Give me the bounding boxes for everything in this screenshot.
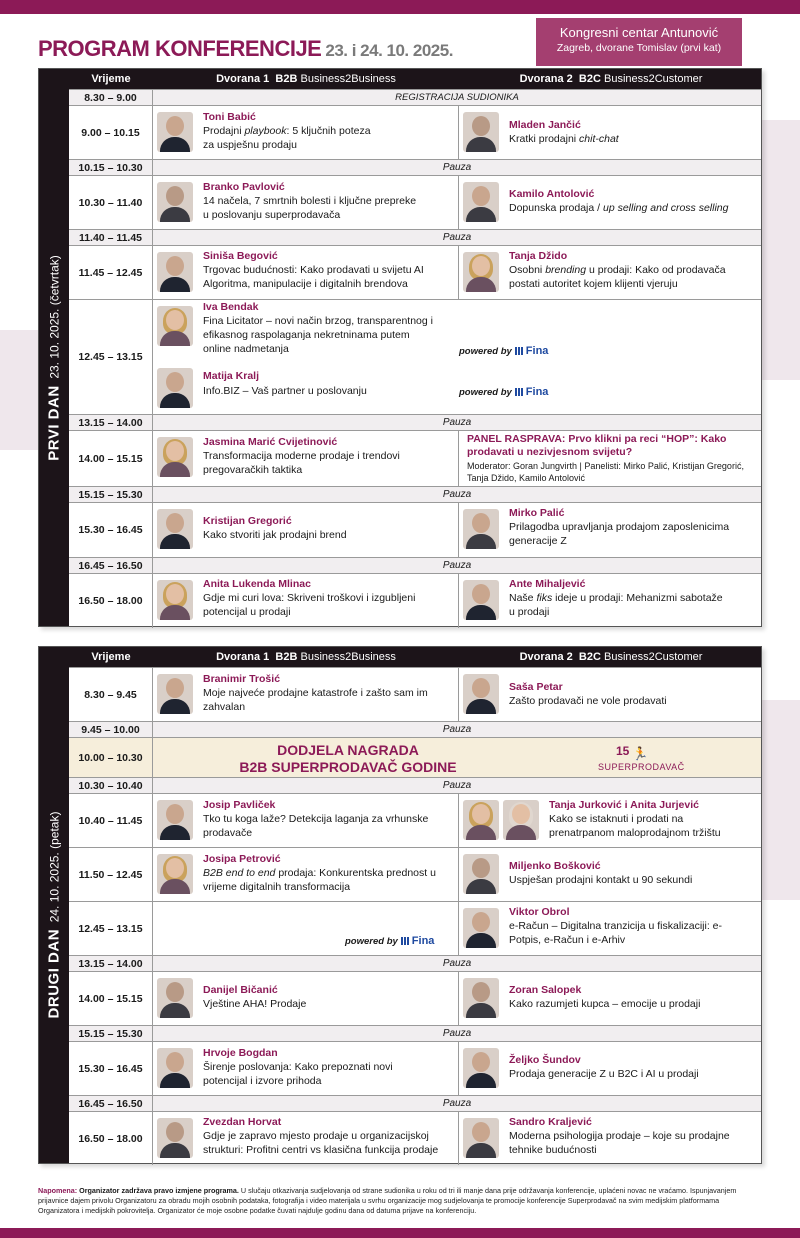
speaker-photo	[463, 800, 499, 840]
speaker-name: Sandro Kraljević	[509, 1116, 592, 1128]
page-header	[38, 18, 742, 66]
talk-title: Osobni brending u prodaji: Kako od prodavača postati autoritet kojem klijenti vjeruju	[509, 264, 726, 290]
speaker-name: Mladen Jančić	[509, 119, 581, 131]
speaker-photo	[463, 182, 499, 222]
speaker-photo	[157, 306, 193, 346]
speaker-photo	[503, 800, 539, 840]
row-time: 10.15 – 10.30	[69, 160, 153, 175]
talk-title: Kratki prodajni chit-chat	[509, 133, 619, 145]
header-hall1: Dvorana 1 B2B Business2Business	[216, 73, 396, 85]
schedule-row	[69, 667, 761, 721]
speaker-name: Matija Kralj	[203, 370, 260, 382]
pause-row	[69, 486, 761, 502]
row-time: 16.45 – 16.50	[69, 558, 153, 573]
header-hall2: Dvorana 2 B2C Business2Customer	[519, 73, 703, 85]
superprodavac-logo	[594, 744, 684, 774]
row-time: 13.15 – 14.00	[69, 415, 153, 430]
talk-title: Prilagodba upravljanja prodajom zaposlenicima generacije Z	[509, 521, 730, 547]
schedule-row	[69, 1111, 761, 1165]
title-dates: 23. i 24. 10. 2025.	[325, 41, 453, 60]
speaker-name: Mirko Palić	[509, 507, 565, 519]
row-time: 8.30 – 9.00	[69, 90, 153, 105]
schedule-row	[69, 573, 761, 628]
bg-decor-left	[0, 330, 38, 450]
pause-row	[69, 229, 761, 245]
talk-title: Fina Licitator – novi način brzog, transparentnog i efikasnog raspolaganja nekretninama putem online nadmetanja	[203, 315, 433, 355]
speaker-name: Josipa Petrović	[203, 853, 281, 865]
award-line1: DODJELA NAGRADA	[277, 742, 419, 758]
schedule-row	[69, 245, 761, 299]
speaker-name: Danijel Bičanić	[203, 984, 278, 996]
day2-label-date: 24. 10. 2025. (petak)	[47, 811, 62, 923]
row-time: 15.30 – 16.45	[69, 1042, 153, 1095]
speaker-photo	[157, 854, 193, 894]
talk-title: Uspješan prodajni kontakt u 90 sekundi	[509, 874, 693, 886]
header-hall2: Dvorana 2 B2C Business2Customer	[519, 651, 703, 663]
speaker-name: Josip Pavliček	[203, 799, 276, 811]
row-time: 13.15 – 14.00	[69, 956, 153, 971]
header-time: Vrijeme	[91, 73, 131, 85]
panel-participants: Moderator: Goran Jungvirth | Panelisti: Mirko Palić, Kristijan Gregorić, Tanja Džido, Kamilo Antolović	[467, 461, 744, 483]
talk-title: Gdje je zapravo mjesto prodaje u organizacijskoj strukturi: Profitni centri vs klasična funkcija prodaje	[203, 1130, 439, 1156]
schedule-row	[69, 971, 761, 1025]
speaker-photo	[463, 1048, 499, 1088]
venue-location: Zagreb, dvorane Tomislav (prvi kat)	[556, 42, 722, 54]
row-time: 12.45 – 13.15	[69, 300, 153, 414]
talk-title: Info.BIZ – Vaš partner u poslovanju	[203, 385, 367, 397]
top-decor-bar	[0, 0, 800, 14]
pause-row	[69, 1095, 761, 1111]
note-bold: Organizator zadržava pravo izmjene programa.	[79, 1186, 239, 1195]
speaker-name: Hrvoje Bogdan	[203, 1047, 278, 1059]
row-time: 15.15 – 15.30	[69, 1026, 153, 1041]
speaker-photo	[157, 978, 193, 1018]
row-time: 10.30 – 10.40	[69, 778, 153, 793]
venue-name: Kongresni centar Antunović	[559, 25, 719, 40]
speaker-photo	[157, 368, 193, 408]
schedule-row	[69, 847, 761, 901]
speaker-name: Zoran Salopek	[509, 984, 582, 996]
row-time: 9.45 – 10.00	[69, 722, 153, 737]
speaker-name: Tanja Džido	[509, 250, 568, 262]
schedule-row	[69, 175, 761, 229]
schedule-row	[69, 793, 761, 847]
bg-decor-right	[762, 120, 800, 380]
logo-text: SUPERPRODAVAČ	[598, 762, 685, 772]
speaker-photo	[463, 978, 499, 1018]
pause-row	[69, 557, 761, 573]
schedule-row	[69, 299, 761, 414]
speaker-name: Toni Babić	[203, 111, 256, 123]
speaker-name: Branimir Trošić	[203, 673, 281, 685]
bottom-decor-bar	[0, 1228, 800, 1238]
talk-title: Zašto prodavači ne vole prodavati	[509, 695, 667, 707]
speaker-photo	[463, 112, 499, 152]
pause-row	[69, 414, 761, 430]
row-time: 14.00 – 15.15	[69, 972, 153, 1025]
row-time: 10.30 – 11.40	[69, 176, 153, 229]
speaker-name: Jasmina Marić Cvijetinović	[203, 436, 338, 448]
talk-title: Gdje mi curi lova: Skriveni troškovi i izgubljeni potencijal u prodaji	[203, 592, 416, 618]
header-time: Vrijeme	[91, 651, 131, 663]
row-time: 10.00 – 10.30	[69, 738, 153, 777]
speaker-photo	[463, 854, 499, 894]
talk-title: Tko tu koga laže? Detekcija laganja za vrhunske prodavače	[203, 813, 429, 839]
speaker-name: Branko Pavlović	[203, 181, 285, 193]
speaker-name: Ante Mihaljević	[509, 578, 586, 590]
pause-row	[69, 1025, 761, 1041]
talk-title: Trgovac budućnosti: Kako prodavati u svijetu AI Algoritma, manipulacije i digitalnih brendova	[203, 264, 424, 290]
speaker-name: Kamilo Antolović	[509, 188, 595, 200]
talk-title: Kako razumjeti kupca – emocije u prodaji	[509, 998, 701, 1010]
pause-label: Pauza	[442, 417, 472, 428]
page-title	[38, 36, 453, 62]
pause-label: Pauza	[442, 724, 472, 735]
pause-label: Pauza	[442, 1028, 472, 1039]
schedule-row	[69, 430, 761, 486]
title-text: PROGRAM KONFERENCIJE	[38, 36, 322, 61]
speaker-photo	[157, 1048, 193, 1088]
pause-row	[69, 777, 761, 793]
speaker-photo	[463, 580, 499, 620]
row-time: 11.50 – 12.45	[69, 848, 153, 901]
fina-logo-icon	[515, 347, 524, 355]
speaker-name: Tanja Jurković i Anita Jurjević	[549, 799, 699, 811]
award-row	[69, 737, 761, 777]
logo-number: 15	[616, 744, 630, 758]
row-time: 8.30 – 9.45	[69, 668, 153, 721]
speaker-photo	[157, 1118, 193, 1158]
schedule-row	[69, 89, 761, 105]
speaker-name: Željko Šundov	[509, 1054, 581, 1066]
talk-title: e-Račun – Digitalna tranzicija u fiskalizaciji: e-Potpis, e-Račun i e-Arhiv	[509, 920, 723, 946]
speaker-photo	[157, 112, 193, 152]
bg-decor-right-2	[762, 700, 800, 900]
talk-title: 14 načela, 7 smrtnih bolesti i ključne prepreke u poslovanju superprodavača	[203, 195, 417, 221]
speaker-name: Viktor Obrol	[509, 906, 570, 918]
pause-label: Pauza	[442, 489, 472, 500]
talk-title: Transformacija moderne prodaje i trendovi pregovaračkih taktika	[203, 450, 400, 476]
note-label: Napomena:	[38, 1186, 78, 1195]
talk-title: B2B end to end prodaja: Konkurentska prednost u vrijeme digitalnih transformacija	[203, 867, 436, 893]
speaker-photo	[157, 437, 193, 477]
row-time: 9.00 – 10.15	[69, 106, 153, 159]
row-time: 16.45 – 16.50	[69, 1096, 153, 1111]
day2-label-bold: DRUGI DAN	[45, 928, 63, 1019]
talk-title: Kako se istaknuti i prodati na prenatrpanom maloprodajnom tržištu	[549, 813, 721, 839]
row-time: 11.45 – 12.45	[69, 246, 153, 299]
speaker-name: Anita Lukenda Mlinac	[203, 578, 311, 590]
talk-title: Dopunska prodaja / up selling and cross selling	[509, 202, 729, 214]
pause-row	[69, 159, 761, 175]
talk-title: Širenje poslovanja: Kako prepoznati novi potencijal i izvore prihoda	[203, 1061, 393, 1087]
day1-label-date: 23. 10. 2025. (četvrtak)	[47, 254, 62, 379]
award-title	[153, 738, 543, 777]
schedule-row	[69, 901, 761, 955]
venue-box	[536, 18, 742, 66]
pause-row	[69, 721, 761, 737]
day1-table	[38, 68, 762, 627]
day1-label-bold: PRVI DAN	[45, 384, 63, 461]
schedule-row	[69, 1041, 761, 1095]
speaker-photo	[157, 509, 193, 549]
registration-label: REGISTRACIJA SUDIONIKA	[395, 92, 519, 103]
row-time: 11.40 – 11.45	[69, 230, 153, 245]
speaker-name: Saša Petar	[509, 681, 563, 693]
speaker-photo	[463, 1118, 499, 1158]
day1-label	[39, 89, 69, 626]
row-time: 12.45 – 13.15	[69, 902, 153, 955]
talk-title: Prodajni playbook: 5 ključnih poteza za uspješnu prodaju	[203, 125, 371, 151]
fina-logo-icon	[515, 388, 524, 396]
fina-logo-icon	[401, 937, 410, 945]
sponsor-powered-by: powered by Fina	[459, 345, 549, 357]
talk-title: Kako stvoriti jak prodajni brend	[203, 529, 347, 541]
speaker-photo	[463, 252, 499, 292]
pause-label: Pauza	[442, 780, 472, 791]
speaker-photo	[157, 674, 193, 714]
pause-label: Pauza	[442, 232, 472, 243]
runner-icon: 🏃	[632, 746, 649, 761]
day2-label	[39, 667, 69, 1163]
day2-table	[38, 646, 762, 1164]
speaker-photo	[157, 182, 193, 222]
talk-title: Prodaja generacije Z u B2C i AI u prodaji	[509, 1068, 699, 1080]
schedule-row	[69, 502, 761, 557]
speaker-photo	[157, 800, 193, 840]
pause-label: Pauza	[442, 162, 472, 173]
speaker-photo	[463, 509, 499, 549]
row-time: 16.50 – 18.00	[69, 574, 153, 628]
pause-label: Pauza	[442, 958, 472, 969]
header-hall1: Dvorana 1 B2B Business2Business	[216, 651, 396, 663]
sponsor-powered-by: powered by Fina	[345, 935, 435, 947]
speaker-photo	[463, 908, 499, 948]
pause-label: Pauza	[442, 1098, 472, 1109]
pause-row	[69, 955, 761, 971]
footnote	[38, 1186, 762, 1216]
row-time: 15.15 – 15.30	[69, 487, 153, 502]
row-time: 15.30 – 16.45	[69, 503, 153, 557]
talk-title: Moderna psihologija prodaje – koje su prodajne tehnike budućnosti	[509, 1130, 730, 1156]
row-time: 14.00 – 15.15	[69, 431, 153, 486]
speaker-photo	[157, 252, 193, 292]
speaker-name: Zvezdan Horvat	[203, 1116, 282, 1128]
speaker-name: Miljenko Bošković	[509, 860, 601, 872]
speaker-name: Kristijan Gregorić	[203, 515, 292, 527]
speaker-photo	[157, 580, 193, 620]
panel-title: PANEL RASPRAVA: Prvo klikni pa reci “HOP”: Kako prodavati u nezivjesnom svijetu?	[467, 433, 727, 458]
day2-table-header	[39, 647, 761, 667]
row-time: 16.50 – 18.00	[69, 1112, 153, 1165]
pause-label: Pauza	[442, 560, 472, 571]
talk-title: Naše fiks ideje u prodaji: Mehanizmi sabotaže u prodaji	[509, 592, 723, 618]
speaker-name: Siniša Begović	[203, 250, 278, 262]
talk-title: Moje najveće prodajne katastrofe i zašto sam im zahvalan	[203, 687, 428, 713]
schedule-row	[69, 105, 761, 159]
row-time: 10.40 – 11.45	[69, 794, 153, 847]
speaker-name: Iva Bendak	[203, 301, 259, 313]
award-line2: B2B SUPERPRODAVAČ GODINE	[239, 759, 457, 775]
speaker-photo	[463, 674, 499, 714]
sponsor-powered-by: powered by Fina	[459, 386, 549, 398]
day1-table-header	[39, 69, 761, 89]
talk-title: Vještine AHA! Prodaje	[203, 998, 307, 1010]
note-text: U slučaju otkazivanja sudjelovanja od strane sudionika u roku od tri ili manje dana prije održavanja konferencije, uplaćeni novac ne vraćamo. Ispunjavanjem prijavnice dajem privolu Organizatoru za obradu mojih osobnih podataka, fotografija i video materijala u svrhu organizacije mog sudjelovanja te promocije konferencije Superprodavač na svim medijskim platformama Organizatora i medijskih pokrovitelja. Organizator će moje osobne podatke čuvati najdulje godinu dana od datuma prijave na konferenciju.	[38, 1186, 737, 1215]
